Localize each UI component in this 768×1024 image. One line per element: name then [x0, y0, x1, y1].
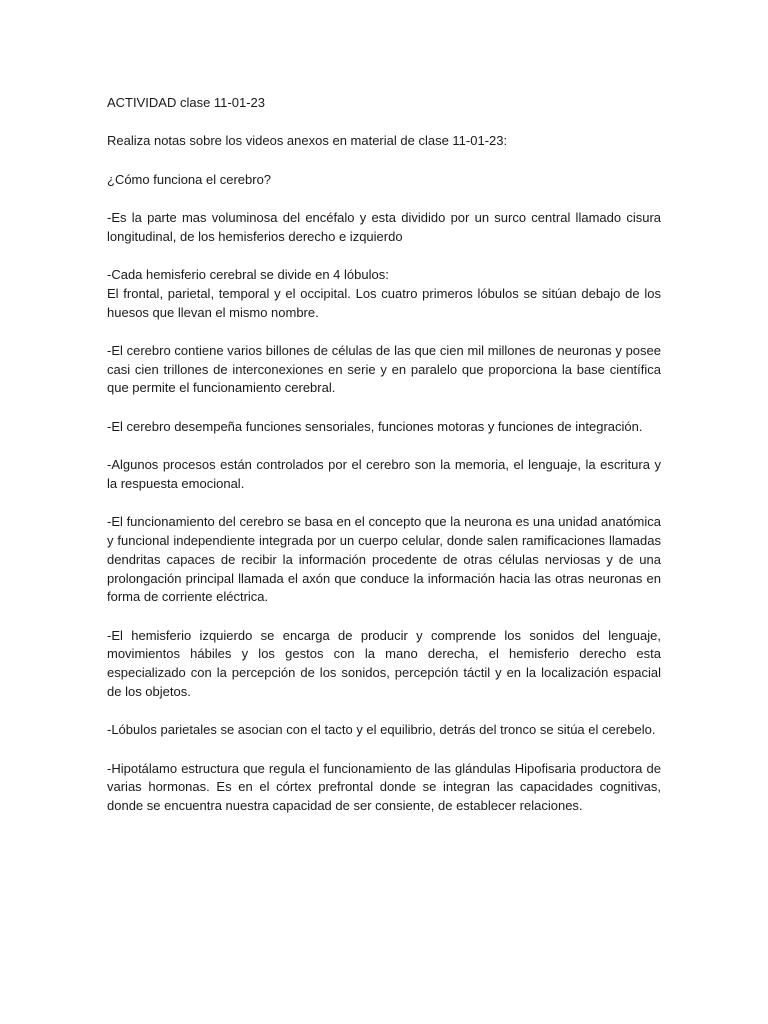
paragraph-lobulos-parietales: -Lóbulos parietales se asocian con el tacto y el equilibrio, detrás del tronco se sitúa el cerebelo. [107, 722, 656, 738]
document-page [107, 94, 661, 836]
paragraph-lobulos-detalle: El frontal, parietal, temporal y el occipital. Los cuatro primeros lóbulos se sitúan debajo de los huesos que llevan el mismo nombre. [107, 285, 661, 320]
paragraph-procesos: -Algunos procesos están controlados por el cerebro son la memoria, el lenguaje, la escritura y la respuesta emocional. [107, 457, 661, 491]
paragraph-neurona: -El funcionamiento del cerebro se basa en el concepto que la neurona es una unidad anatómica y funcional independiente integrada por un cuerpo celular, donde salen ramificaciones llamadas dendritas capaces de recibir la información procedente de otras células nerviosas y de una prolongación principal llamada el axón que conduce la información hacia las otras neuronas en forma de corriente eléctrica. [107, 514, 661, 605]
paragraph-celulas: -El cerebro contiene varios billones de células de las que cien mil millones de neuronas y posee casi cien trillones de interconexiones en serie y en paralelo que proporciona la base científica que permite el funcionamiento cerebral. [107, 342, 661, 396]
paragraph-funciones: -El cerebro desempeña funciones sensoriales, funciones motoras y funciones de integración. [107, 418, 643, 434]
document-heading: ACTIVIDAD clase 11-01-23 [107, 95, 265, 110]
paragraph-lobulos-intro: -Cada hemisferio cerebral se divide en 4 lóbulos: [107, 266, 389, 282]
document-instruction: Realiza notas sobre los videos anexos en material de clase 11-01-23: [107, 133, 508, 149]
paragraph-lobulos [107, 266, 661, 322]
paragraph-cerebro-descripcion: -Es la parte mas voluminosa del encéfalo y esta dividido por un surco central llamado cisura longitudinal, de los hemisferios derecho e izquierdo [107, 209, 661, 244]
paragraph-hemisferios: -El hemisferio izquierdo se encarga de producir y comprende los sonidos del lenguaje, movimientos hábiles y los gestos con la mano derecha, el hemisferio derecho esta especializado con la percepción de los sonidos, percepción táctil y en la localización espacial de los objetos. [107, 627, 661, 700]
document-question: ¿Cómo funciona el cerebro? [107, 171, 272, 187]
paragraph-hipotalamo: -Hipotálamo estructura que regula el funcionamiento de las glándulas Hipofisaria productora de varias hormonas. Es en el córtex prefrontal donde se integran las capacidades cognitivas, donde se encuentra nuestra capacidad de ser consiente, de establecer relaciones. [107, 760, 661, 814]
